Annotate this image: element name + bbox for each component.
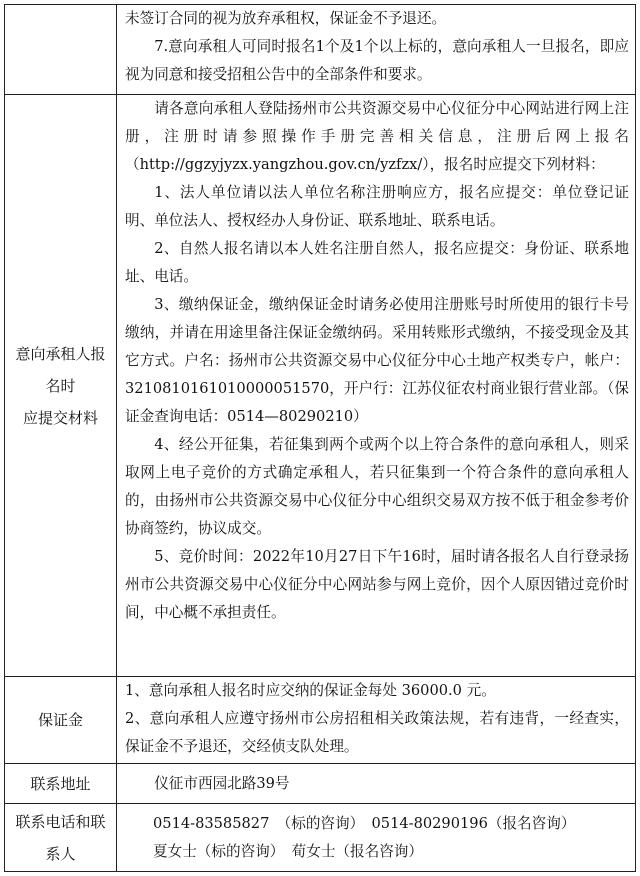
terms-paragraph: 未签订合同的视为放弃承租权，保证金不予退还。 [125,10,447,27]
deposit-paragraph: 1、意向承租人报名时应交纳的保证金每处 36000.0 元。 [125,682,496,699]
row-contact [5,804,636,872]
deposit-paragraph: 2、意向承租人应遵守扬州市公房招租相关政策法规，若有违背，一经查实，保证金不予退还，交经侦支队处理。 [125,710,629,755]
materials-label [5,95,117,677]
terms-paragraph: 7.意向承租人可同时报名1个及1个以上标的，意向承租人一旦报名，即应视为同意和接受招租公告中的全部条件和要求。 [125,38,629,83]
materials-content [117,95,636,677]
contact-persons: 夏女士（标的咨询） 荀女士（报名咨询） [153,842,423,860]
announcement-table [4,4,636,872]
row-terms-continued [5,5,636,95]
label-line: 联系电话和联 [15,812,106,831]
label-line: 意向承租人报 [15,344,106,363]
deposit-content [117,677,636,764]
materials-paragraph: 4、经公开征集，若征集到两个或两个以上符合条件的意向承租人，则采取网上电子竞价的方式确定承租人，若只征集到一个符合条件的意向承租人的，由扬州市公共资源交易中心仪征分中心组织交易双方按不低于租金参考价协商签约，协议成交。 [125,436,629,537]
address-label: 联系地址 [5,764,117,804]
label-line: 系人 [45,844,76,863]
materials-paragraph: 1、法人单位请以法人单位名称注册响应方，报名应提交：单位登记证明、单位法人、授权经办人身份证、联系地址、联系电话。 [125,184,629,229]
materials-paragraph: 请各意向承租人登陆扬州市公共资源交易中心仪征分中心网站进行网上注册，注册时请参照操作手册完善相关信息，注册后网上报名（http://ggzyjyzx.yangzhou.gov.cn/yzfzx/），报名时应提交下列材料： [125,100,629,173]
label-line: 应提交材料 [22,408,98,427]
deposit-label: 保证金 [5,677,117,764]
row-deposit [5,677,636,764]
address-value: 仪征市西园北路39号 [154,774,290,792]
contact-label [5,804,117,872]
address-content [117,764,636,804]
label-cell-empty [5,5,117,95]
label-line: 名时 [45,376,76,395]
row-address [5,764,636,804]
contact-phones: 0514-83585827 （标的咨询） 0514-80290196（报名咨询） [153,814,576,832]
row-materials [5,95,636,677]
terms-content [117,5,636,95]
materials-paragraph: 3、缴纳保证金，缴纳保证金时请务必使用注册账号时所使用的银行卡号缴纳，并请在用途里备注保证金缴纳码。采用转账形式缴纳，不接受现金及其它方式。户名：扬州市公共资源交易中心仪征分中心土地产权类专户，帐户：3210810161010000051570，开户行：江苏仪征农村商业银行营业部。（保证金查询电话：0514—80290210） [125,296,629,425]
materials-paragraph: 2、自然人报名请以本人姓名注册自然人，报名应提交：身份证、联系地址、电话。 [125,240,629,285]
materials-paragraph: 5、竞价时间：2022年10月27日下午16时，届时请各报名人自行登录扬州市公共资源交易中心仪征分中心网站参与网上竞价，因个人原因错过竞价时间，中心概不承担责任。 [125,548,629,621]
contact-content [117,804,636,872]
